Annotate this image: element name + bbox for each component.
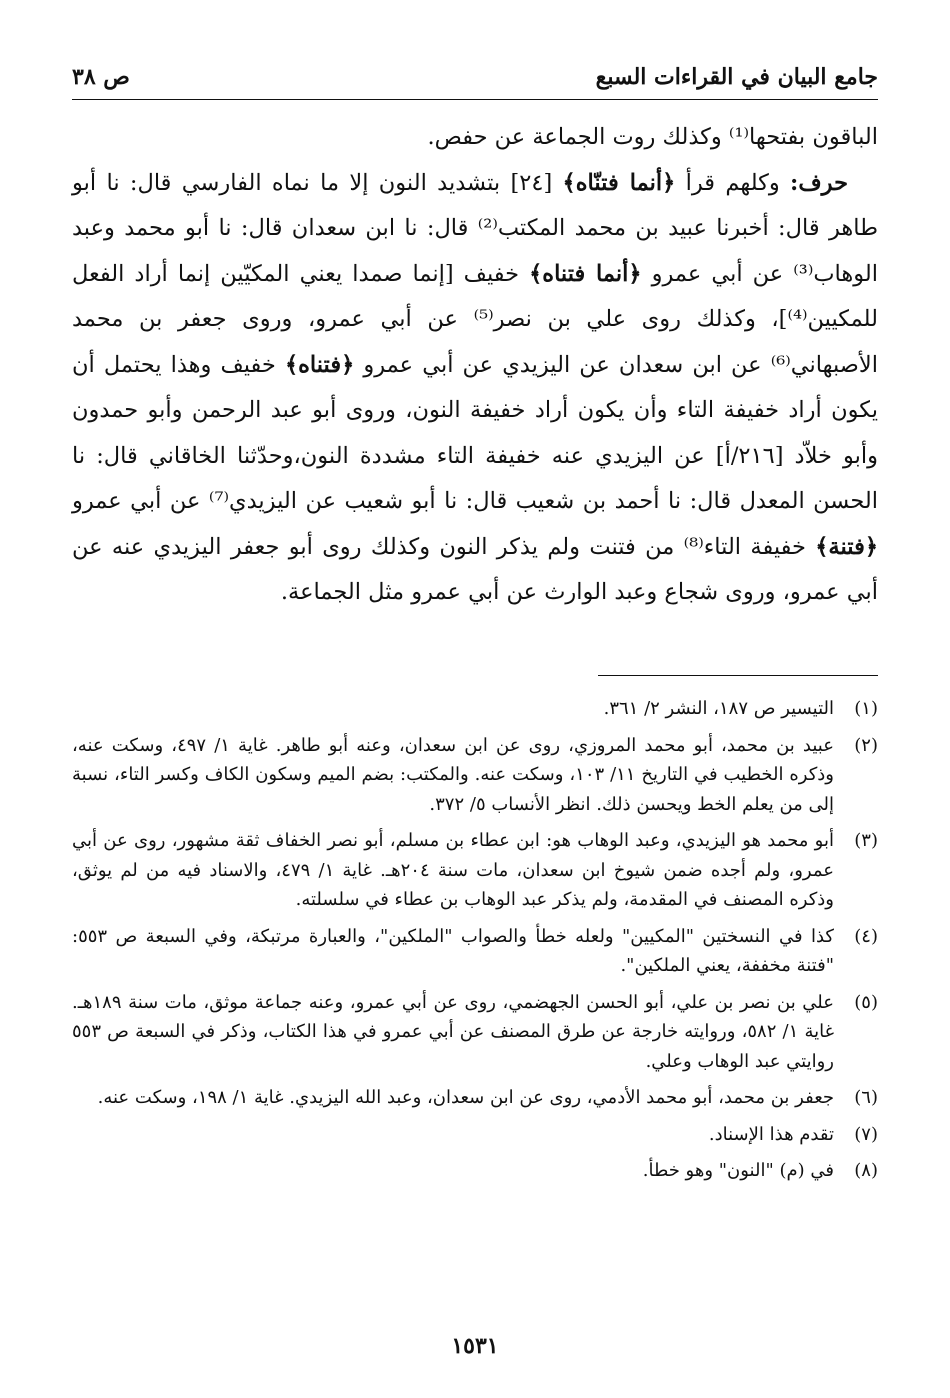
- footnote-number: (٦): [854, 1087, 878, 1108]
- footnote-number: (٣): [854, 830, 878, 851]
- footnote-text: أبو محمد هو اليزيدي، وعبد الوهاب هو: ابن عطاء بن مسلم، أبو نصر الخفاف ثقة مشهور، روى عن أبي عمرو، ولم أجده ضمن شيوخ ابن سعدان، مات سنة ٢٠٤هـ. غاية ١/ ٤٧٩، والاسناد فيه من لم يوثق، وذكره المصنف في المقدمة، ولم يذكر عبد الوهاب بن عطاء في سلسلته.: [72, 830, 834, 910]
- page-number: ١٥٣١: [451, 1333, 499, 1359]
- paragraph-1: الباقون بفتحها⁽¹⁾ وكذلك روت الجماعة عن حفص.: [427, 124, 878, 150]
- footnote-item: [72, 988, 878, 1077]
- text-segment: خفيف [إنما صمدا يعني المكيّين إنما أراد الفعل للمكيين⁽⁴⁾]، وكذلك روى علي بن نصر⁽⁵⁾ عن أبي عمرو، وروى جعفر بن محمد الأصبهاني⁽⁶⁾ عن ابن سعدان عن اليزيدي عن أبي عمرو: [72, 260, 878, 378]
- footnote-item: [72, 731, 878, 820]
- book-title: جامع البيان في القراءات السبع: [595, 64, 878, 90]
- footnote-item: [72, 826, 878, 915]
- footnote-number: (٧): [854, 1123, 878, 1145]
- footnote-number: (٨): [854, 1160, 878, 1181]
- footnote-number: (٤): [854, 925, 878, 947]
- footnote-divider: [598, 675, 878, 676]
- text-segment: وكلهم قرأ: [675, 169, 791, 196]
- text-segment: خفيفة التاء⁽⁸⁾ من فتنت ولم يذكر النون وكذلك روى أبو جعفر اليزيدي عنه عن أبي عمرو، وروى شجاع وعبد الوارث عن أبي عمرو مثل الجماعة.: [72, 533, 878, 605]
- running-header: [72, 58, 878, 96]
- footnote-text: جعفر بن محمد، أبو محمد الأدمي، روى عن ابن سعدان، وعبد الله اليزيدي. غاية ١/ ١٩٨، وسكت عنه.: [97, 1087, 834, 1108]
- footnote-item: [72, 1156, 878, 1186]
- main-text: [72, 115, 878, 616]
- footnote-item: [72, 1120, 878, 1150]
- footnote-number: (٥): [854, 991, 878, 1013]
- footnote-number: (١): [854, 698, 878, 719]
- footnote-number: (٢): [854, 734, 878, 756]
- header-divider: [72, 99, 878, 100]
- text-segment: [٢٤] بتشديد النون إلا ما نماه الفارسي قال: نا أبو طاهر قال: أخبرنا عبيد بن محمد المكتب⁽²⁾ قال: نا ابن سعدان قال: نا أبو محمد وعبد الوهاب⁽³⁾ عن أبي عمرو: [72, 169, 878, 287]
- quran-quote: ﴿أنما فتناه﴾: [529, 260, 642, 287]
- paragraph-2: [72, 161, 878, 616]
- footnote-item: [72, 1083, 878, 1113]
- text-segment: خفيف وهذا يحتمل أن يكون أراد خفيفة التاء وأن يكون أراد خفيفة النون، وروى أبو عبد الرحمن وأبو حمدون وأبو خلاّد [٢١٦/أ] عن اليزيدي عنه خفيفة التاء مشددة النون،وحدّثنا الخاقاني قال: نا الحسن المعدل قال: نا أحمد بن شعيب قال: نا أبو شعيب عن اليزيدي⁽⁷⁾ عن أبي عمرو: [72, 351, 878, 514]
- footnotes: [72, 694, 878, 1193]
- quran-quote: ﴿فتنة﴾: [815, 533, 879, 560]
- footnote-item: [72, 922, 878, 981]
- footnote-item: [72, 694, 878, 724]
- page-reference: ص ٣٨: [72, 64, 130, 90]
- quran-quote: ﴿فتناه﴾: [284, 351, 355, 378]
- footnote-text: في (م) "النون" وهو خطأ.: [642, 1160, 834, 1181]
- footnote-text: علي بن نصر بن علي، أبو الحسن الجهضمي، روى عن أبي عمرو، وعنه جماعة موثق، مات سنة ١٨٩هـ. غاية ١/ ٥٨٢، وروايته خارجة عن طرق المصنف عن أبي عمرو في هذا الكتاب، وذكر في السبعة ص ٥٥٣ روايتي عبد الوهاب وعلي.: [72, 991, 834, 1072]
- footnote-text: كذا في النسختين "المكيين" ولعله خطأ والصواب "الملكين"، والعبارة مرتبكة، وفي السبعة ص ٥٥٣: "فتنة مخففة، يعني الملكين".: [72, 925, 834, 976]
- quran-quote: ﴿أنما فتنّاه﴾: [562, 169, 676, 196]
- footnote-text: عبيد بن محمد، أبو محمد المروزي، روى عن ابن سعدان، وعنه أبو طاهر. غاية ١/ ٤٩٧، وسكت عنه، وذكره الخطيب في التاريخ ١١/ ١٠٣، وسكت عنه. والمكتب: بضم الميم وسكون الكاف وكسر التاء، نسبة إلى من يعلم الخط ويحسن ذلك. انظر الأنساب ٥/ ٣٧٢.: [72, 734, 835, 815]
- footnote-text: التيسير ص ١٨٧، النشر ٢/ ٣٦١.: [603, 698, 834, 719]
- footnote-text: تقدم هذا الإسناد.: [708, 1123, 834, 1145]
- section-label: حرف:: [790, 169, 848, 196]
